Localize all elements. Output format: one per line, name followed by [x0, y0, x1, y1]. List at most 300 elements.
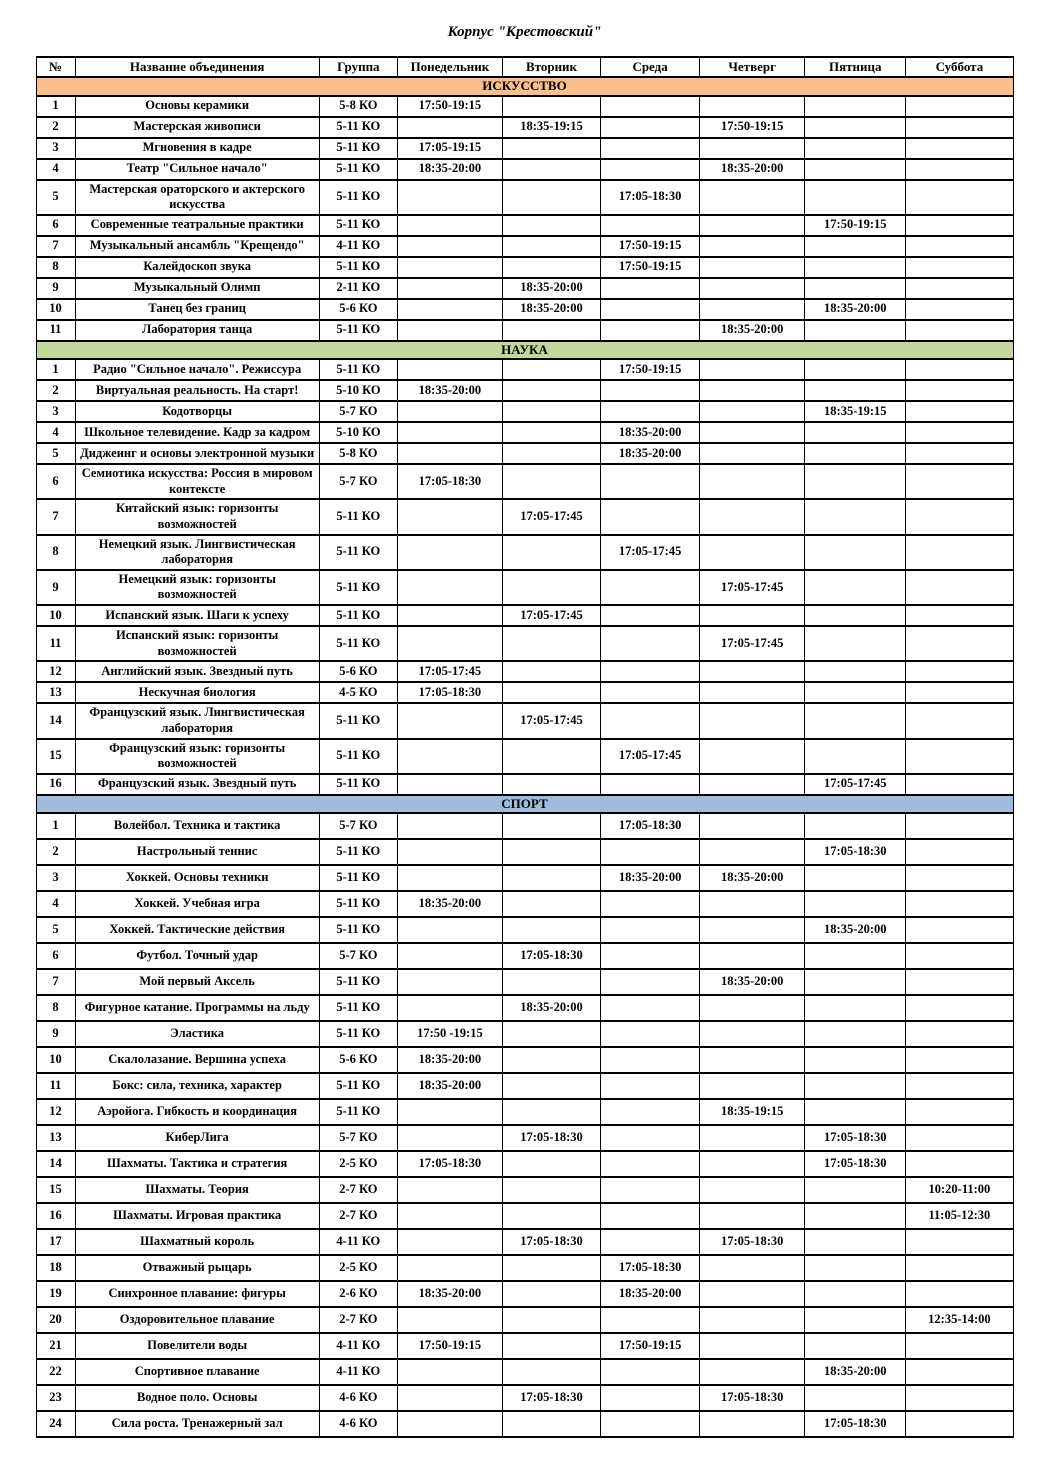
table-row [36, 215, 1013, 236]
table-row [36, 943, 1013, 969]
time-tuesday [502, 380, 600, 401]
time-monday [397, 813, 502, 839]
time-monday [397, 605, 502, 626]
table-row [36, 839, 1013, 865]
time-monday [397, 278, 502, 299]
table-row [36, 1281, 1013, 1307]
table-row [36, 96, 1013, 117]
time-friday: 17:05-18:30 [805, 1151, 906, 1177]
group-cell: 5-11 КО [319, 535, 397, 570]
time-saturday [906, 1385, 1013, 1411]
time-friday [805, 1099, 906, 1125]
time-monday: 18:35-20:00 [397, 1073, 502, 1099]
time-friday [805, 464, 906, 499]
table-row [36, 995, 1013, 1021]
time-tuesday [502, 739, 600, 774]
time-thursday [700, 422, 805, 443]
activity-name: Спортивное плавание [75, 1359, 319, 1385]
time-friday: 17:05-17:45 [805, 774, 906, 795]
time-saturday [906, 682, 1013, 703]
time-wednesday [601, 570, 700, 605]
activity-name: Шахматы. Тактика и стратегия [75, 1151, 319, 1177]
time-thursday [700, 813, 805, 839]
row-number: 16 [36, 1203, 75, 1229]
time-tuesday [502, 1333, 600, 1359]
time-wednesday: 17:05-17:45 [601, 739, 700, 774]
activity-name: Английский язык. Звездный путь [75, 661, 319, 682]
time-thursday [700, 1307, 805, 1333]
row-number: 9 [36, 278, 75, 299]
group-cell: 5-7 КО [319, 1125, 397, 1151]
time-thursday [700, 96, 805, 117]
time-saturday [906, 813, 1013, 839]
table-row [36, 1255, 1013, 1281]
time-tuesday [502, 661, 600, 682]
time-friday [805, 626, 906, 661]
group-cell: 5-11 КО [319, 739, 397, 774]
time-friday [805, 682, 906, 703]
time-tuesday: 18:35-19:15 [502, 117, 600, 138]
activity-name: Настрольный теннис [75, 839, 319, 865]
time-saturday: 10:20-11:00 [906, 1177, 1013, 1203]
group-cell: 5-11 КО [319, 159, 397, 180]
time-tuesday: 17:05-18:30 [502, 1385, 600, 1411]
time-monday [397, 917, 502, 943]
table-row [36, 865, 1013, 891]
page-title: Корпус "Крестовский" [447, 24, 602, 40]
activity-name: Хоккей. Основы техники [75, 865, 319, 891]
group-cell: 4-11 КО [319, 236, 397, 257]
time-saturday [906, 380, 1013, 401]
group-cell: 5-8 КО [319, 96, 397, 117]
time-wednesday: 18:35-20:00 [601, 865, 700, 891]
time-saturday [906, 422, 1013, 443]
activity-name: Калейдоскоп звука [75, 257, 319, 278]
time-saturday [906, 257, 1013, 278]
group-cell: 5-11 КО [319, 774, 397, 795]
row-number: 13 [36, 682, 75, 703]
time-wednesday [601, 215, 700, 236]
time-monday [397, 995, 502, 1021]
time-wednesday: 17:50-19:15 [601, 359, 700, 380]
group-cell: 5-11 КО [319, 865, 397, 891]
activity-name: Мастерская живописи [75, 117, 319, 138]
time-wednesday [601, 117, 700, 138]
activity-name: Повелители воды [75, 1333, 319, 1359]
row-number: 23 [36, 1385, 75, 1411]
group-cell: 5-11 КО [319, 257, 397, 278]
time-wednesday: 18:35-20:00 [601, 422, 700, 443]
time-thursday: 18:35-20:00 [700, 865, 805, 891]
time-thursday [700, 1359, 805, 1385]
time-tuesday [502, 839, 600, 865]
time-wednesday [601, 159, 700, 180]
time-monday: 17:05-19:15 [397, 138, 502, 159]
time-friday [805, 117, 906, 138]
table-row [36, 1333, 1013, 1359]
time-wednesday [601, 682, 700, 703]
time-tuesday [502, 1359, 600, 1385]
time-thursday: 18:35-19:15 [700, 1099, 805, 1125]
activity-name: Футбол. Точный удар [75, 943, 319, 969]
time-friday [805, 320, 906, 341]
time-monday: 18:35-20:00 [397, 1047, 502, 1073]
activity-name: Хоккей. Тактические действия [75, 917, 319, 943]
schedule-table [36, 56, 1014, 1438]
time-friday [805, 1281, 906, 1307]
table-row [36, 1125, 1013, 1151]
time-thursday [700, 1255, 805, 1281]
time-friday [805, 1073, 906, 1099]
section-row-art [36, 77, 1013, 95]
time-thursday [700, 1411, 805, 1437]
activity-name: Основы керамики [75, 96, 319, 117]
time-thursday [700, 180, 805, 215]
group-cell: 5-11 КО [319, 1073, 397, 1099]
time-friday [805, 422, 906, 443]
group-cell: 5-11 КО [319, 359, 397, 380]
row-number: 21 [36, 1333, 75, 1359]
time-wednesday [601, 703, 700, 738]
time-saturday [906, 1359, 1013, 1385]
time-saturday [906, 159, 1013, 180]
column-header-time-monday: Понедельник [397, 57, 502, 77]
time-tuesday: 17:05-17:45 [502, 499, 600, 534]
time-friday [805, 257, 906, 278]
time-friday [805, 703, 906, 738]
time-monday: 18:35-20:00 [397, 1281, 502, 1307]
time-monday [397, 257, 502, 278]
time-friday: 18:35-20:00 [805, 1359, 906, 1385]
group-cell: 5-10 КО [319, 380, 397, 401]
time-monday: 18:35-20:00 [397, 380, 502, 401]
row-number: 2 [36, 839, 75, 865]
time-wednesday [601, 1073, 700, 1099]
group-cell: 5-7 КО [319, 813, 397, 839]
time-wednesday [601, 1359, 700, 1385]
table-row [36, 661, 1013, 682]
time-monday [397, 570, 502, 605]
time-wednesday: 17:50-19:15 [601, 1333, 700, 1359]
table-row [36, 1307, 1013, 1333]
activity-name: Музыкальный Олимп [75, 278, 319, 299]
time-thursday [700, 682, 805, 703]
time-tuesday [502, 215, 600, 236]
time-wednesday: 17:05-18:30 [601, 1255, 700, 1281]
row-number: 17 [36, 1229, 75, 1255]
activity-name: Кодотворцы [75, 401, 319, 422]
table-row [36, 278, 1013, 299]
time-friday [805, 180, 906, 215]
activity-name: Фигурное катание. Программы на льду [75, 995, 319, 1021]
row-number: 8 [36, 535, 75, 570]
time-thursday: 17:05-18:30 [700, 1385, 805, 1411]
activity-name: Французский язык. Звездный путь [75, 774, 319, 795]
group-cell: 5-11 КО [319, 839, 397, 865]
time-monday [397, 1099, 502, 1125]
activity-name: Музыкальный ансамбль "Крещендо" [75, 236, 319, 257]
row-number: 9 [36, 1021, 75, 1047]
schedule-body [36, 77, 1013, 1437]
table-row [36, 1411, 1013, 1437]
column-header-time-tuesday: Вторник [502, 57, 600, 77]
time-saturday [906, 299, 1013, 320]
time-friday [805, 661, 906, 682]
time-friday [805, 159, 906, 180]
time-thursday [700, 703, 805, 738]
time-wednesday [601, 839, 700, 865]
row-number: 22 [36, 1359, 75, 1385]
time-monday [397, 215, 502, 236]
table-row [36, 891, 1013, 917]
row-number: 2 [36, 380, 75, 401]
time-thursday [700, 1333, 805, 1359]
time-wednesday [601, 320, 700, 341]
time-tuesday [502, 813, 600, 839]
time-thursday [700, 839, 805, 865]
row-number: 11 [36, 626, 75, 661]
time-monday [397, 1125, 502, 1151]
time-saturday [906, 1021, 1013, 1047]
row-number: 4 [36, 891, 75, 917]
group-cell: 5-7 КО [319, 943, 397, 969]
time-wednesday [601, 1021, 700, 1047]
time-monday: 17:05-18:30 [397, 682, 502, 703]
group-cell: 5-11 КО [319, 626, 397, 661]
group-cell: 5-11 КО [319, 917, 397, 943]
time-friday [805, 499, 906, 534]
table-row [36, 359, 1013, 380]
time-monday [397, 1385, 502, 1411]
time-tuesday: 17:05-18:30 [502, 1229, 600, 1255]
time-thursday: 17:05-17:45 [700, 570, 805, 605]
time-thursday: 17:05-17:45 [700, 626, 805, 661]
time-saturday [906, 1255, 1013, 1281]
table-row [36, 257, 1013, 278]
time-saturday [906, 359, 1013, 380]
time-thursday [700, 1073, 805, 1099]
time-wednesday [601, 1385, 700, 1411]
time-friday [805, 891, 906, 917]
time-tuesday: 17:05-17:45 [502, 703, 600, 738]
group-cell: 5-11 КО [319, 215, 397, 236]
time-wednesday [601, 969, 700, 995]
time-saturday [906, 917, 1013, 943]
activity-name: Китайский язык: горизонты возможностей [75, 499, 319, 534]
group-cell: 2-7 КО [319, 1203, 397, 1229]
activity-name: Радио "Сильное начало". Режиссура [75, 359, 319, 380]
header-row [36, 57, 1013, 77]
time-thursday [700, 943, 805, 969]
time-monday [397, 865, 502, 891]
time-thursday [700, 215, 805, 236]
time-wednesday: 18:35-20:00 [601, 443, 700, 464]
time-tuesday [502, 969, 600, 995]
time-friday [805, 1047, 906, 1073]
activity-name: Скалолазание. Вершина успеха [75, 1047, 319, 1073]
row-number: 10 [36, 1047, 75, 1073]
time-monday [397, 359, 502, 380]
time-thursday [700, 739, 805, 774]
time-tuesday [502, 535, 600, 570]
row-number: 14 [36, 1151, 75, 1177]
time-wednesday [601, 1177, 700, 1203]
table-row [36, 739, 1013, 774]
time-wednesday [601, 995, 700, 1021]
group-cell: 5-11 КО [319, 605, 397, 626]
table-row [36, 159, 1013, 180]
table-row [36, 1099, 1013, 1125]
time-thursday: 18:35-20:00 [700, 320, 805, 341]
time-monday [397, 535, 502, 570]
table-row [36, 774, 1013, 795]
time-thursday [700, 1177, 805, 1203]
time-saturday [906, 215, 1013, 236]
time-tuesday [502, 865, 600, 891]
time-wednesday [601, 626, 700, 661]
row-number: 5 [36, 180, 75, 215]
time-monday: 17:50-19:15 [397, 1333, 502, 1359]
time-friday [805, 1333, 906, 1359]
group-cell: 5-11 КО [319, 1099, 397, 1125]
time-friday [805, 969, 906, 995]
table-row [36, 443, 1013, 464]
group-cell: 2-7 КО [319, 1307, 397, 1333]
activity-name: Немецкий язык: горизонты возможностей [75, 570, 319, 605]
time-wednesday: 18:35-20:00 [601, 1281, 700, 1307]
table-row [36, 703, 1013, 738]
activity-name: Семиотика искусства: Россия в мировом контексте [75, 464, 319, 499]
time-monday: 18:35-20:00 [397, 891, 502, 917]
time-friday: 18:35-19:15 [805, 401, 906, 422]
time-saturday [906, 943, 1013, 969]
row-number: 4 [36, 159, 75, 180]
time-saturday [906, 278, 1013, 299]
activity-name: Лаборатория танца [75, 320, 319, 341]
time-friday [805, 1021, 906, 1047]
time-wednesday [601, 1151, 700, 1177]
column-header-activity-name: Название объединения [75, 57, 319, 77]
time-tuesday [502, 443, 600, 464]
time-wednesday [601, 401, 700, 422]
group-cell: 5-11 КО [319, 320, 397, 341]
time-thursday: 18:35-20:00 [700, 969, 805, 995]
time-friday [805, 813, 906, 839]
time-monday [397, 1203, 502, 1229]
activity-name: Синхронное плавание: фигуры [75, 1281, 319, 1307]
time-wednesday [601, 1307, 700, 1333]
row-number: 2 [36, 117, 75, 138]
activity-name: Аэройога. Гибкость и координация [75, 1099, 319, 1125]
time-saturday [906, 703, 1013, 738]
group-cell: 4-11 КО [319, 1333, 397, 1359]
time-monday: 17:50-19:15 [397, 96, 502, 117]
time-tuesday [502, 1255, 600, 1281]
time-wednesday [601, 943, 700, 969]
row-number: 1 [36, 813, 75, 839]
time-saturday [906, 236, 1013, 257]
group-cell: 5-8 КО [319, 443, 397, 464]
time-saturday [906, 774, 1013, 795]
time-friday [805, 96, 906, 117]
table-row [36, 682, 1013, 703]
time-wednesday [601, 891, 700, 917]
time-friday [805, 1203, 906, 1229]
time-thursday [700, 464, 805, 499]
group-cell: 2-11 КО [319, 278, 397, 299]
time-friday: 17:05-18:30 [805, 1411, 906, 1437]
time-monday [397, 739, 502, 774]
time-saturday [906, 739, 1013, 774]
time-saturday [906, 839, 1013, 865]
time-wednesday: 17:50-19:15 [601, 257, 700, 278]
group-cell: 5-7 КО [319, 401, 397, 422]
time-monday [397, 774, 502, 795]
time-monday: 17:05-17:45 [397, 661, 502, 682]
table-row [36, 813, 1013, 839]
time-wednesday [601, 1411, 700, 1437]
row-number: 8 [36, 995, 75, 1021]
activity-name: Водное поло. Основы [75, 1385, 319, 1411]
time-friday [805, 1229, 906, 1255]
activity-name: Танец без границ [75, 299, 319, 320]
activity-name: Современные театральные практики [75, 215, 319, 236]
time-monday [397, 320, 502, 341]
row-number: 16 [36, 774, 75, 795]
group-cell: 5-11 КО [319, 703, 397, 738]
time-tuesday [502, 891, 600, 917]
time-tuesday [502, 774, 600, 795]
row-number: 15 [36, 739, 75, 774]
time-saturday [906, 605, 1013, 626]
group-cell: 5-11 КО [319, 1021, 397, 1047]
time-monday [397, 943, 502, 969]
section-row-science [36, 341, 1013, 359]
time-friday [805, 380, 906, 401]
activity-name: КиберЛига [75, 1125, 319, 1151]
time-monday [397, 299, 502, 320]
activity-name: Хоккей. Учебная игра [75, 891, 319, 917]
table-row [36, 138, 1013, 159]
time-thursday: 17:50-19:15 [700, 117, 805, 138]
time-saturday [906, 1151, 1013, 1177]
table-row [36, 380, 1013, 401]
time-monday: 17:50 -19:15 [397, 1021, 502, 1047]
table-row [36, 1151, 1013, 1177]
row-number: 10 [36, 605, 75, 626]
row-number: 3 [36, 865, 75, 891]
time-wednesday [601, 278, 700, 299]
time-wednesday [601, 1203, 700, 1229]
time-tuesday [502, 422, 600, 443]
table-row [36, 1385, 1013, 1411]
time-saturday [906, 995, 1013, 1021]
time-friday [805, 570, 906, 605]
time-saturday [906, 1281, 1013, 1307]
time-saturday: 12:35-14:00 [906, 1307, 1013, 1333]
time-wednesday [601, 661, 700, 682]
time-wednesday [601, 499, 700, 534]
section-label-science: НАУКА [36, 341, 1013, 359]
activity-name: Бокс: сила, техника, характер [75, 1073, 319, 1099]
time-friday [805, 359, 906, 380]
table-row [36, 299, 1013, 320]
time-thursday [700, 380, 805, 401]
time-friday [805, 443, 906, 464]
time-thursday: 18:35-20:00 [700, 159, 805, 180]
time-thursday [700, 535, 805, 570]
time-tuesday: 18:35-20:00 [502, 299, 600, 320]
